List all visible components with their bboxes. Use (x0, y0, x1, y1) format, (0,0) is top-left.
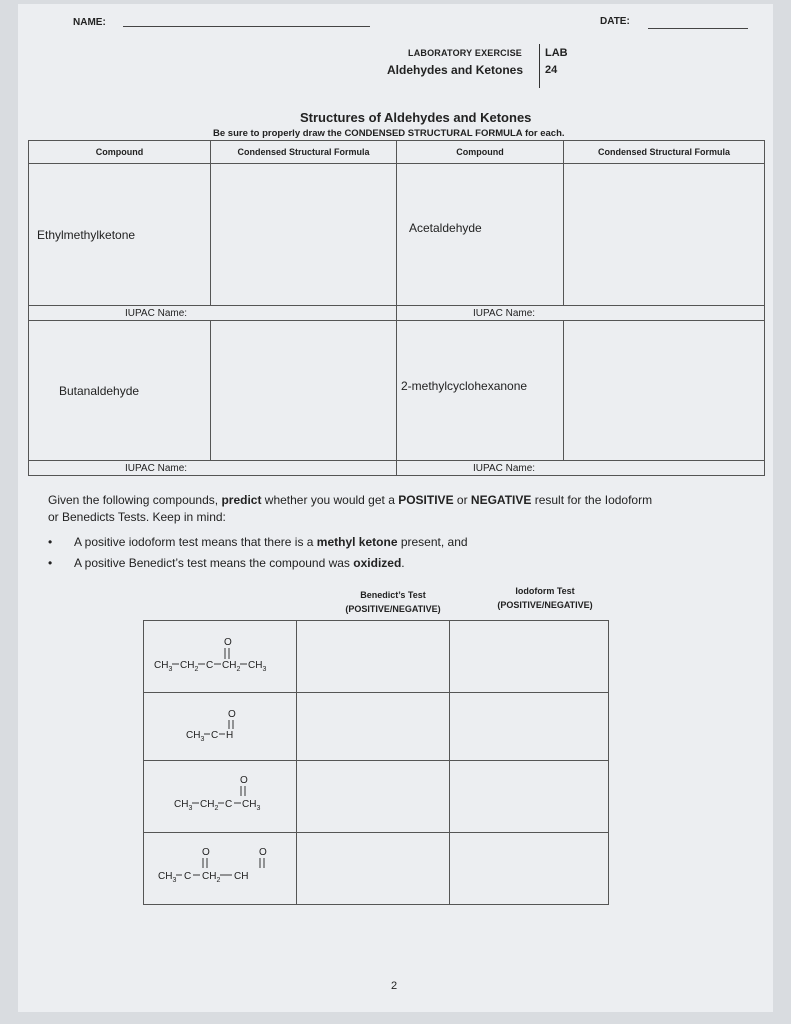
compound-cell-1 (144, 621, 297, 693)
date-field[interactable] (648, 28, 748, 29)
prediction-row (144, 833, 609, 905)
compound-2-methylcyclohexanone: 2-methylcyclohexanone (397, 321, 564, 461)
iodoform-answer-3[interactable] (450, 761, 609, 833)
page-number: 2 (391, 980, 398, 992)
worksheet-page (18, 4, 773, 1012)
iupac-label-acetaldehyde: IUPAC Name: (397, 306, 765, 321)
prediction-row (144, 693, 609, 761)
prediction-row (144, 621, 609, 693)
benedicts-answer-2[interactable] (297, 693, 450, 761)
prediction-table (143, 620, 609, 905)
benedicts-header: Benedict’s Test (POSITIVE/NEGATIVE) (345, 590, 441, 614)
header-formula-2: Condensed Structural Formula (564, 141, 765, 164)
lab-label: LAB (545, 47, 568, 59)
compound-ethylmethylketone: Ethylmethylketone (29, 164, 211, 306)
formula-cell-acetaldehyde[interactable] (564, 164, 765, 306)
bullet-benedicts: • A positive Benedict’s test means the compound was oxidized. (48, 556, 405, 570)
header-divider (539, 44, 540, 88)
iupac-label-butanaldehyde: IUPAC Name: (29, 461, 397, 476)
iodoform-answer-4[interactable] (450, 833, 609, 905)
bullet-iodoform: • A positive iodoform test means that there is a methyl ketone present, and (48, 535, 468, 549)
structures-title: Structures of Aldehydes and Ketones (300, 110, 532, 125)
structure-acetaldehyde (144, 693, 296, 755)
lab-number: 24 (545, 64, 558, 76)
carbonyl-oxygen: O (240, 775, 248, 786)
iupac-label-2-methylcyclohexanone: IUPAC Name: (397, 461, 765, 476)
compound-cell-3 (144, 761, 297, 833)
benedicts-answer-4[interactable] (297, 833, 450, 905)
structure-3-oxobutanal (144, 833, 296, 899)
carbonyl-oxygen: O (228, 709, 236, 720)
structure-butanone (144, 621, 296, 687)
name-field[interactable] (123, 26, 370, 27)
structures-table (28, 140, 765, 476)
exercise-title: Aldehydes and Ketones (387, 63, 524, 77)
prediction-row (144, 761, 609, 833)
methylene-group-1: $CH_2$ (180, 660, 199, 673)
formula-cell-butanaldehyde[interactable] (211, 321, 397, 461)
compound-acetaldehyde: Acetaldehyde (397, 164, 564, 306)
methyl-group-2: $CH_3$ (242, 799, 261, 812)
methylene-group-2: $CH_2$ (222, 660, 241, 673)
aldehyde-group: CH (234, 871, 249, 882)
benedicts-answer-3[interactable] (297, 761, 450, 833)
exercise-label: LABORATORY EXERCISE (408, 48, 522, 58)
carbonyl-carbon: C (225, 799, 233, 810)
date-label: DATE: (600, 16, 630, 27)
benedicts-answer-1[interactable] (297, 621, 450, 693)
structures-instruction: Be sure to properly draw the CONDENSED STRUCTURAL FORMULA for each. (213, 128, 565, 139)
iodoform-answer-2[interactable] (450, 693, 609, 761)
header-compound-2: Compound (397, 141, 564, 164)
ketone-carbon: C (184, 871, 192, 882)
compound-cell-2 (144, 693, 297, 761)
methylene-group: $CH_2$ (202, 871, 221, 884)
name-label: NAME: (73, 17, 106, 28)
methyl-group: $CH_3$ (158, 871, 177, 884)
iodoform-answer-1[interactable] (450, 621, 609, 693)
formula-cell-2-methylcyclohexanone[interactable] (564, 321, 765, 461)
header-formula-1: Condensed Structural Formula (211, 141, 397, 164)
compound-butanaldehyde: Butanaldehyde (29, 321, 211, 461)
prediction-intro: Given the following compounds, predict whether you would get a POSITIVE or NEGATIVE result for the Iodoform or Benedicts Tests. Keep in mind: (48, 493, 653, 524)
hydrogen: H (226, 730, 234, 741)
ketone-oxygen: O (202, 847, 210, 858)
methyl-group-2: $CH_3$ (248, 660, 267, 673)
carbonyl-oxygen: O (224, 637, 232, 648)
compound-cell-4 (144, 833, 297, 905)
header-compound-1: Compound (29, 141, 211, 164)
iodoform-header: Iodoform Test (POSITIVE/NEGATIVE) (497, 586, 593, 610)
carbonyl-carbon: C (211, 730, 219, 741)
iupac-label-ethylmethylketone: IUPAC Name: (29, 306, 397, 321)
methyl-group: $CH_3$ (186, 730, 205, 743)
methyl-group-1: $CH_3$ (154, 660, 173, 673)
methyl-group-1: $CH_3$ (174, 799, 193, 812)
formula-cell-ethylmethylketone[interactable] (211, 164, 397, 306)
aldehyde-oxygen: O (259, 847, 267, 858)
carbonyl-carbon: C (206, 660, 214, 671)
structure-butanone-2 (144, 761, 296, 827)
methylene-group: $CH_2$ (200, 799, 219, 812)
